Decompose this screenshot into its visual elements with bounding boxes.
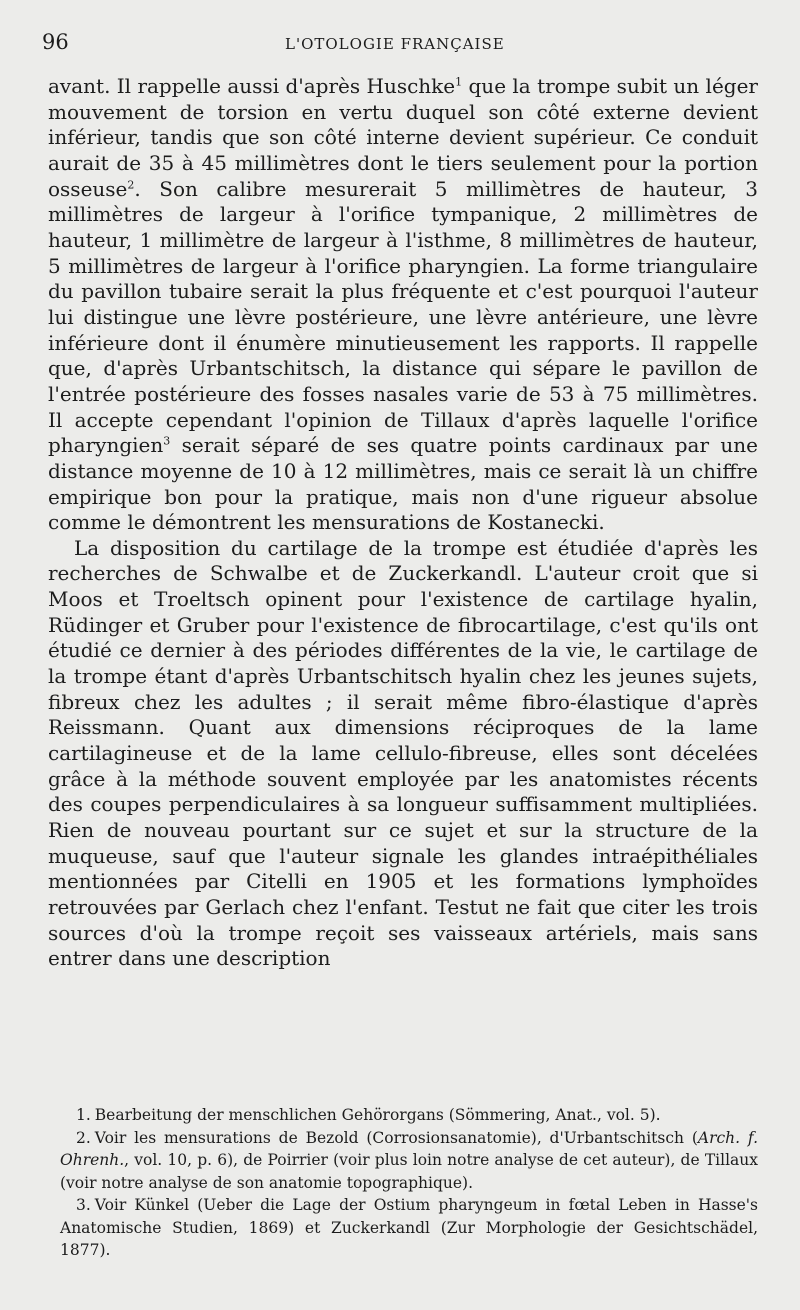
footnote-ref-3: 3 (163, 434, 171, 448)
footnote-ref-1: 1 (455, 75, 463, 89)
page-number: 96 (42, 30, 69, 54)
footnote-3-text: Voir Künkel (Ueber die Lage der Ostium pharyngeum in fœtal Leben in Hasse's Anatomische Studien, 1869) et Zuckerkandl (Zur Morphologie der Gesichtschädel, 1877). (60, 1196, 758, 1259)
footnote-2-journal: Arch. f. Ohrenh. (60, 1128, 758, 1169)
paragraph-1 (48, 74, 758, 536)
footnote-ref-2: 2 (127, 177, 135, 191)
paragraph-1-part-a: avant. Il rappelle aussi d'après Huschke (48, 74, 456, 98)
page-header (0, 30, 800, 60)
footnote-2-number: 2. (76, 1128, 91, 1147)
footnote-3 (60, 1194, 758, 1262)
paragraph-1-part-d: serait séparé de ses quatre points cardinaux par une distance moyenne de 10 à 12 millimètres, mais ce serait là un chiffre empirique bon pour la pratique, mais non d'une rigueur absolue comme le démontrent les mensurations de Kostanecki. (48, 433, 758, 535)
paragraph-1-part-c: . Son calibre mesurerait 5 millimètres de hauteur, 3 millimètres de largeur à l'orifice tympanique, 2 millimètres de hauteur, 1 millimètre de largeur à l'isthme, 8 millimètres de hauteur, 5 millimètres de largeur à l'orifice pharyngien. La forme triangulaire du pavillon tubaire serait la plus fréquente et c'est pourquoi l'auteur lui distingue une lèvre postérieure, une lèvre antérieure, une lèvre inférieure dont il énumère minutieusement les rapports. Il rappelle que, d'après Urbantschitsch, la distance qui sépare le pavillon de l'entrée postérieure des fosses nasales varie de 53 à 75 millimètres. Il accepte cependant l'opinion de Tillaux d'après laquelle l'orifice pharyngien (48, 176, 758, 458)
body-text (48, 74, 758, 972)
running-head: L'OTOLOGIE FRANÇAISE (285, 35, 505, 53)
footnote-1 (60, 1104, 758, 1127)
footnote-1-number: 1. (76, 1106, 91, 1124)
footnote-2 (60, 1127, 758, 1195)
footnote-3-number: 3. (76, 1196, 91, 1214)
footnote-1-text: Bearbeitung der menschlichen Gehörorgans (Sömmering, Anat., vol. 5). (94, 1106, 661, 1124)
footnote-2-text-b: , vol. 10, p. 6), de Poirrier (voir plus loin notre analyse de cet auteur), de Tillaux (voir notre analyse de son anatomie topographique). (60, 1151, 758, 1192)
paragraph-2: La disposition du cartilage de la trompe est étudiée d'après les recherches de Schwalbe et de Zuckerkandl. L'auteur croit que si Moos et Troeltsch opinent pour l'existence de cartilage hyalin, Rüdinger et Gruber pour l'existence de fibrocartilage, c'est qu'ils ont étudié ce dernier à des périodes différentes de la vie, le cartilage de la trompe étant d'après Urbantschitsch hyalin chez les jeunes sujets, fibreux chez les adultes ; il serait même fibro-élastique d'après Reissmann. Quant aux dimensions réciproques de la lame cartilagineuse et de la lame cellulo-fibreuse, elles sont décelées grâce à la méthode souvent employée par les anatomistes récents des coupes perpendiculaires à sa longueur suffisamment multipliées. Rien de nouveau pourtant sur ce sujet et sur la structure de la muqueuse, sauf que l'auteur signale les glandes intraépithéliales mentionnées par Citelli en 1905 et les formations lymphoïdes retrouvées par Gerlach chez l'enfant. Testut ne fait que citer les trois sources d'où la trompe reçoit ses vaisseaux artériels, mais sans entrer dans une description (48, 535, 758, 971)
footnote-2-text-a: Voir les mensurations de Bezold (Corrosionsanatomie), d'Urbantschitsch ( (94, 1128, 698, 1147)
footnotes (60, 1104, 758, 1262)
paragraph-1-part-b: que la trompe subit un léger mouvement de torsion en vertu duquel son côté externe devient inférieur, tandis que son côté interne devient supérieur. Ce conduit aurait de 35 à 45 millimètres dont le tiers seulement pour la portion osseuse (48, 74, 758, 201)
